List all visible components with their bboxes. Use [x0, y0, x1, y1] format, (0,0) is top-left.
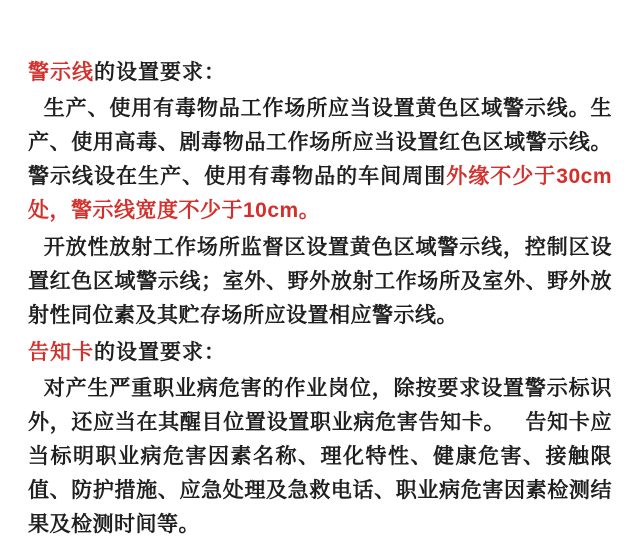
heading-term-notice-card: 告知卡: [28, 341, 94, 364]
paragraph-warning-line-2: [28, 231, 612, 333]
heading-rest-warning-line: 的设置要求：: [94, 61, 226, 84]
heading-term-warning-line: 警示线: [28, 61, 94, 84]
paragraph-warning-line-1-emphasis: 外缘不少于30cm处，警示线宽度不少于10cm。: [28, 165, 613, 222]
section-heading-warning-line: [28, 56, 612, 90]
paragraph-warning-line-2-text: 开放性放射工作场所监督区设置黄色区域警示线，控制区设置红色区域警示线；室外、野外放射工作场所及室外、野外放射性同位素及其贮存场所应设置相应警示线。: [28, 236, 612, 327]
paragraph-notice-card-sentence-1: 对产生严重职业病危害的作业岗位，除按要求设置警示标识外，还应当在其醒目位置设置职业病危害告知卡。: [28, 377, 612, 434]
heading-rest-notice-card: 的设置要求：: [94, 341, 226, 364]
section-heading-notice-card: [28, 336, 612, 370]
paragraph-notice-card-sentence-2: 告知卡应当标明职业病危害因素名称、理化特性、健康危害、接触限值、防护措施、应急处理及急救电话、职业病危害因素检测结果及检测时间等。: [28, 411, 613, 536]
paragraph-notice-card-1: [28, 372, 612, 542]
paragraph-warning-line-1-text: 生产、使用有毒物品工作场所应当设置黄色区域警示线。生产、使用高毒、剧毒物品工作场所应当设置红色区域警示线。警示线设在生产、使用有毒物品的车间周围: [28, 97, 612, 188]
paragraph-warning-line-1: [28, 92, 612, 228]
